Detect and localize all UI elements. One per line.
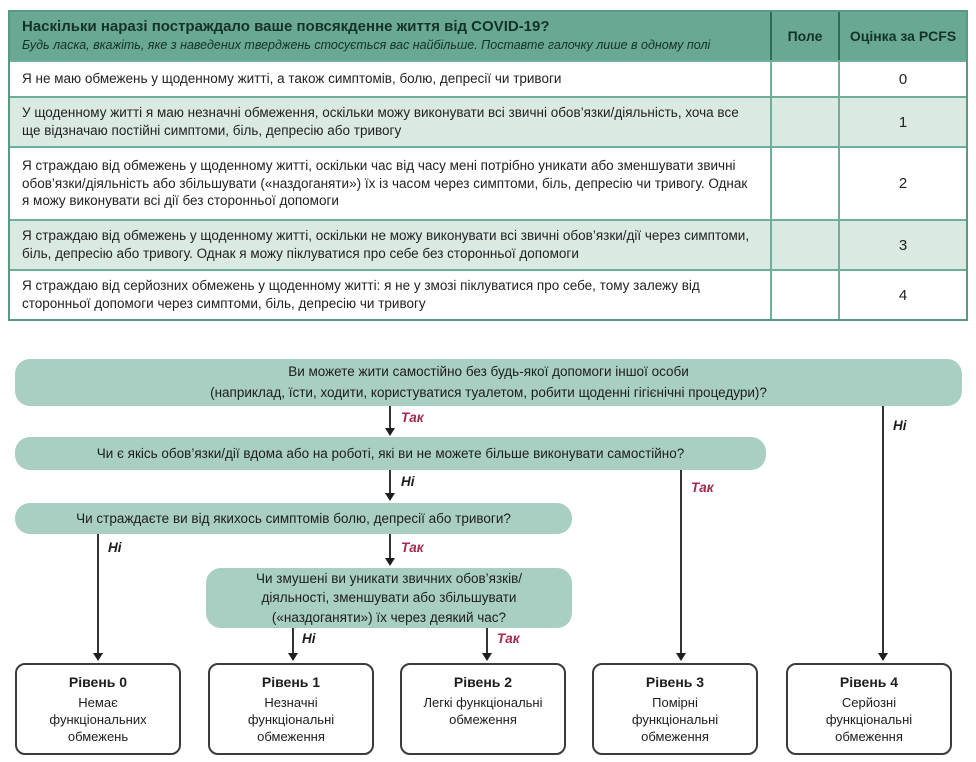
level-2-box bbox=[400, 663, 566, 755]
statement-text-value: У щоденному житті я маю незначні обмеження, оскільки можу виконувати всі звичні обов’язки/діяльність, хоча все ще відзначаю постійні симптоми, біль, депресію або тривогу bbox=[22, 105, 739, 138]
branch-label-no: Ні bbox=[401, 474, 415, 489]
statement-text bbox=[10, 221, 770, 269]
table-row bbox=[10, 146, 966, 219]
score-cell: 1 bbox=[838, 98, 966, 146]
question-box-duties-at-home-work: Чи є якісь обов’язки/дії вдома або на роботі, які ви не можете більше виконувати самостійно? bbox=[15, 437, 766, 470]
level-title: Рівень 0 bbox=[68, 674, 128, 690]
checkbox-field-cell[interactable] bbox=[770, 221, 838, 269]
level-description: Помірні функціональні обмеження bbox=[631, 695, 719, 745]
level-3-box bbox=[592, 663, 758, 755]
column-header-field: Поле bbox=[770, 12, 838, 60]
score-cell: 0 bbox=[838, 62, 966, 96]
pcfs-table bbox=[8, 10, 968, 321]
table-header-row bbox=[10, 12, 966, 60]
level-title: Рівень 2 bbox=[453, 674, 513, 690]
level-1-box bbox=[208, 663, 374, 755]
question-box-avoid-reduce-duties bbox=[206, 568, 572, 628]
table-row bbox=[10, 219, 966, 269]
level-description: Незначні функціональні обмеження bbox=[247, 695, 335, 745]
branch-label-yes: Так bbox=[401, 410, 424, 425]
table-question-instruction: Будь ласка, вкажіть, яке з наведених тверджень стосується вас найбільше. Поставте галочку лише в одному полі bbox=[22, 37, 711, 52]
statement-text-value: Я не маю обмежень у щоденному житті, а також симптомів, болю, депресії чи тривоги bbox=[22, 71, 562, 87]
checkbox-field-cell[interactable] bbox=[770, 271, 838, 319]
table-row bbox=[10, 269, 966, 319]
level-4-box bbox=[786, 663, 952, 755]
score-cell: 2 bbox=[838, 148, 966, 219]
statement-text bbox=[10, 271, 770, 319]
table-row bbox=[10, 60, 966, 96]
table-header-question-cell bbox=[10, 12, 770, 60]
column-header-pcfs-score: Оцінка за PCFS bbox=[838, 12, 966, 60]
statement-text-value: Я страждаю від серйозних обмежень у щоденному житті: я не у змозі піклуватися про себе, тому залежу від сторонньої допомоги через симптоми, біль, депресію чи тривогу bbox=[22, 278, 700, 311]
level-title: Рівень 1 bbox=[261, 674, 321, 690]
level-description: Немає функціональних обмежень bbox=[49, 695, 147, 745]
question-box-live-independently bbox=[15, 359, 962, 406]
branch-label-yes: Так bbox=[497, 631, 520, 646]
statement-text-value: Я страждаю від обмежень у щоденному житті, оскільки не можу виконувати всі звичні обов’язки/дії через симптоми, біль, депресію або тривогу. Однак я можу піклуватися про себе без сторонньої допомоги bbox=[22, 228, 750, 261]
checkbox-field-cell[interactable] bbox=[770, 62, 838, 96]
level-description: Легкі функціональні обмеження bbox=[423, 695, 543, 728]
level-title: Рівень 3 bbox=[645, 674, 705, 690]
branch-label-yes: Так bbox=[401, 540, 424, 555]
question-line: (наприклад, їсти, ходити, користуватися туалетом, робити щоденні гігієнічні процедури)? bbox=[210, 384, 767, 400]
statement-text bbox=[10, 62, 770, 96]
question-line: Ви можете жити самостійно без будь-якої допомоги іншої особи bbox=[288, 363, 689, 379]
statement-text bbox=[10, 148, 770, 219]
score-cell: 3 bbox=[838, 221, 966, 269]
question-line: («наздоганяти») їх через деякий час? bbox=[271, 609, 507, 625]
question-line: діяльності, зменшувати або збільшувати bbox=[261, 590, 517, 606]
statement-text-value: Я страждаю від обмежень у щоденному житті, оскільки час від часу мені потрібно уникати або зменшувати звичні обов’язки/діяльність або збільшувати («наздоганяти») їх із часом через симптоми, біль, депресію чи тривогу. Однак я можу виконувати всі дії без сторонньої допомоги bbox=[22, 157, 748, 209]
question-box-symptoms-pain-depression: Чи страждаєте ви від якихось симптомів болю, депресії або тривоги? bbox=[15, 503, 572, 534]
table-row bbox=[10, 96, 966, 146]
branch-label-yes: Так bbox=[691, 480, 714, 495]
pcfs-flowchart bbox=[0, 340, 976, 762]
score-cell: 4 bbox=[838, 271, 966, 319]
branch-label-no: Ні bbox=[302, 631, 316, 646]
level-title: Рівень 4 bbox=[839, 674, 899, 690]
branch-label-no: Ні bbox=[108, 540, 122, 555]
level-description: Серйозні функціональні обмеження bbox=[825, 695, 913, 745]
table-question-title: Наскільки наразі постраждало ваше повсякденне життя від COVID-19? bbox=[22, 18, 550, 35]
level-0-box bbox=[15, 663, 181, 755]
branch-label-no: Ні bbox=[893, 418, 907, 433]
checkbox-field-cell[interactable] bbox=[770, 148, 838, 219]
checkbox-field-cell[interactable] bbox=[770, 98, 838, 146]
question-line: Чи змушені ви уникати звичних обов’язків/ bbox=[256, 570, 522, 586]
statement-text bbox=[10, 98, 770, 146]
